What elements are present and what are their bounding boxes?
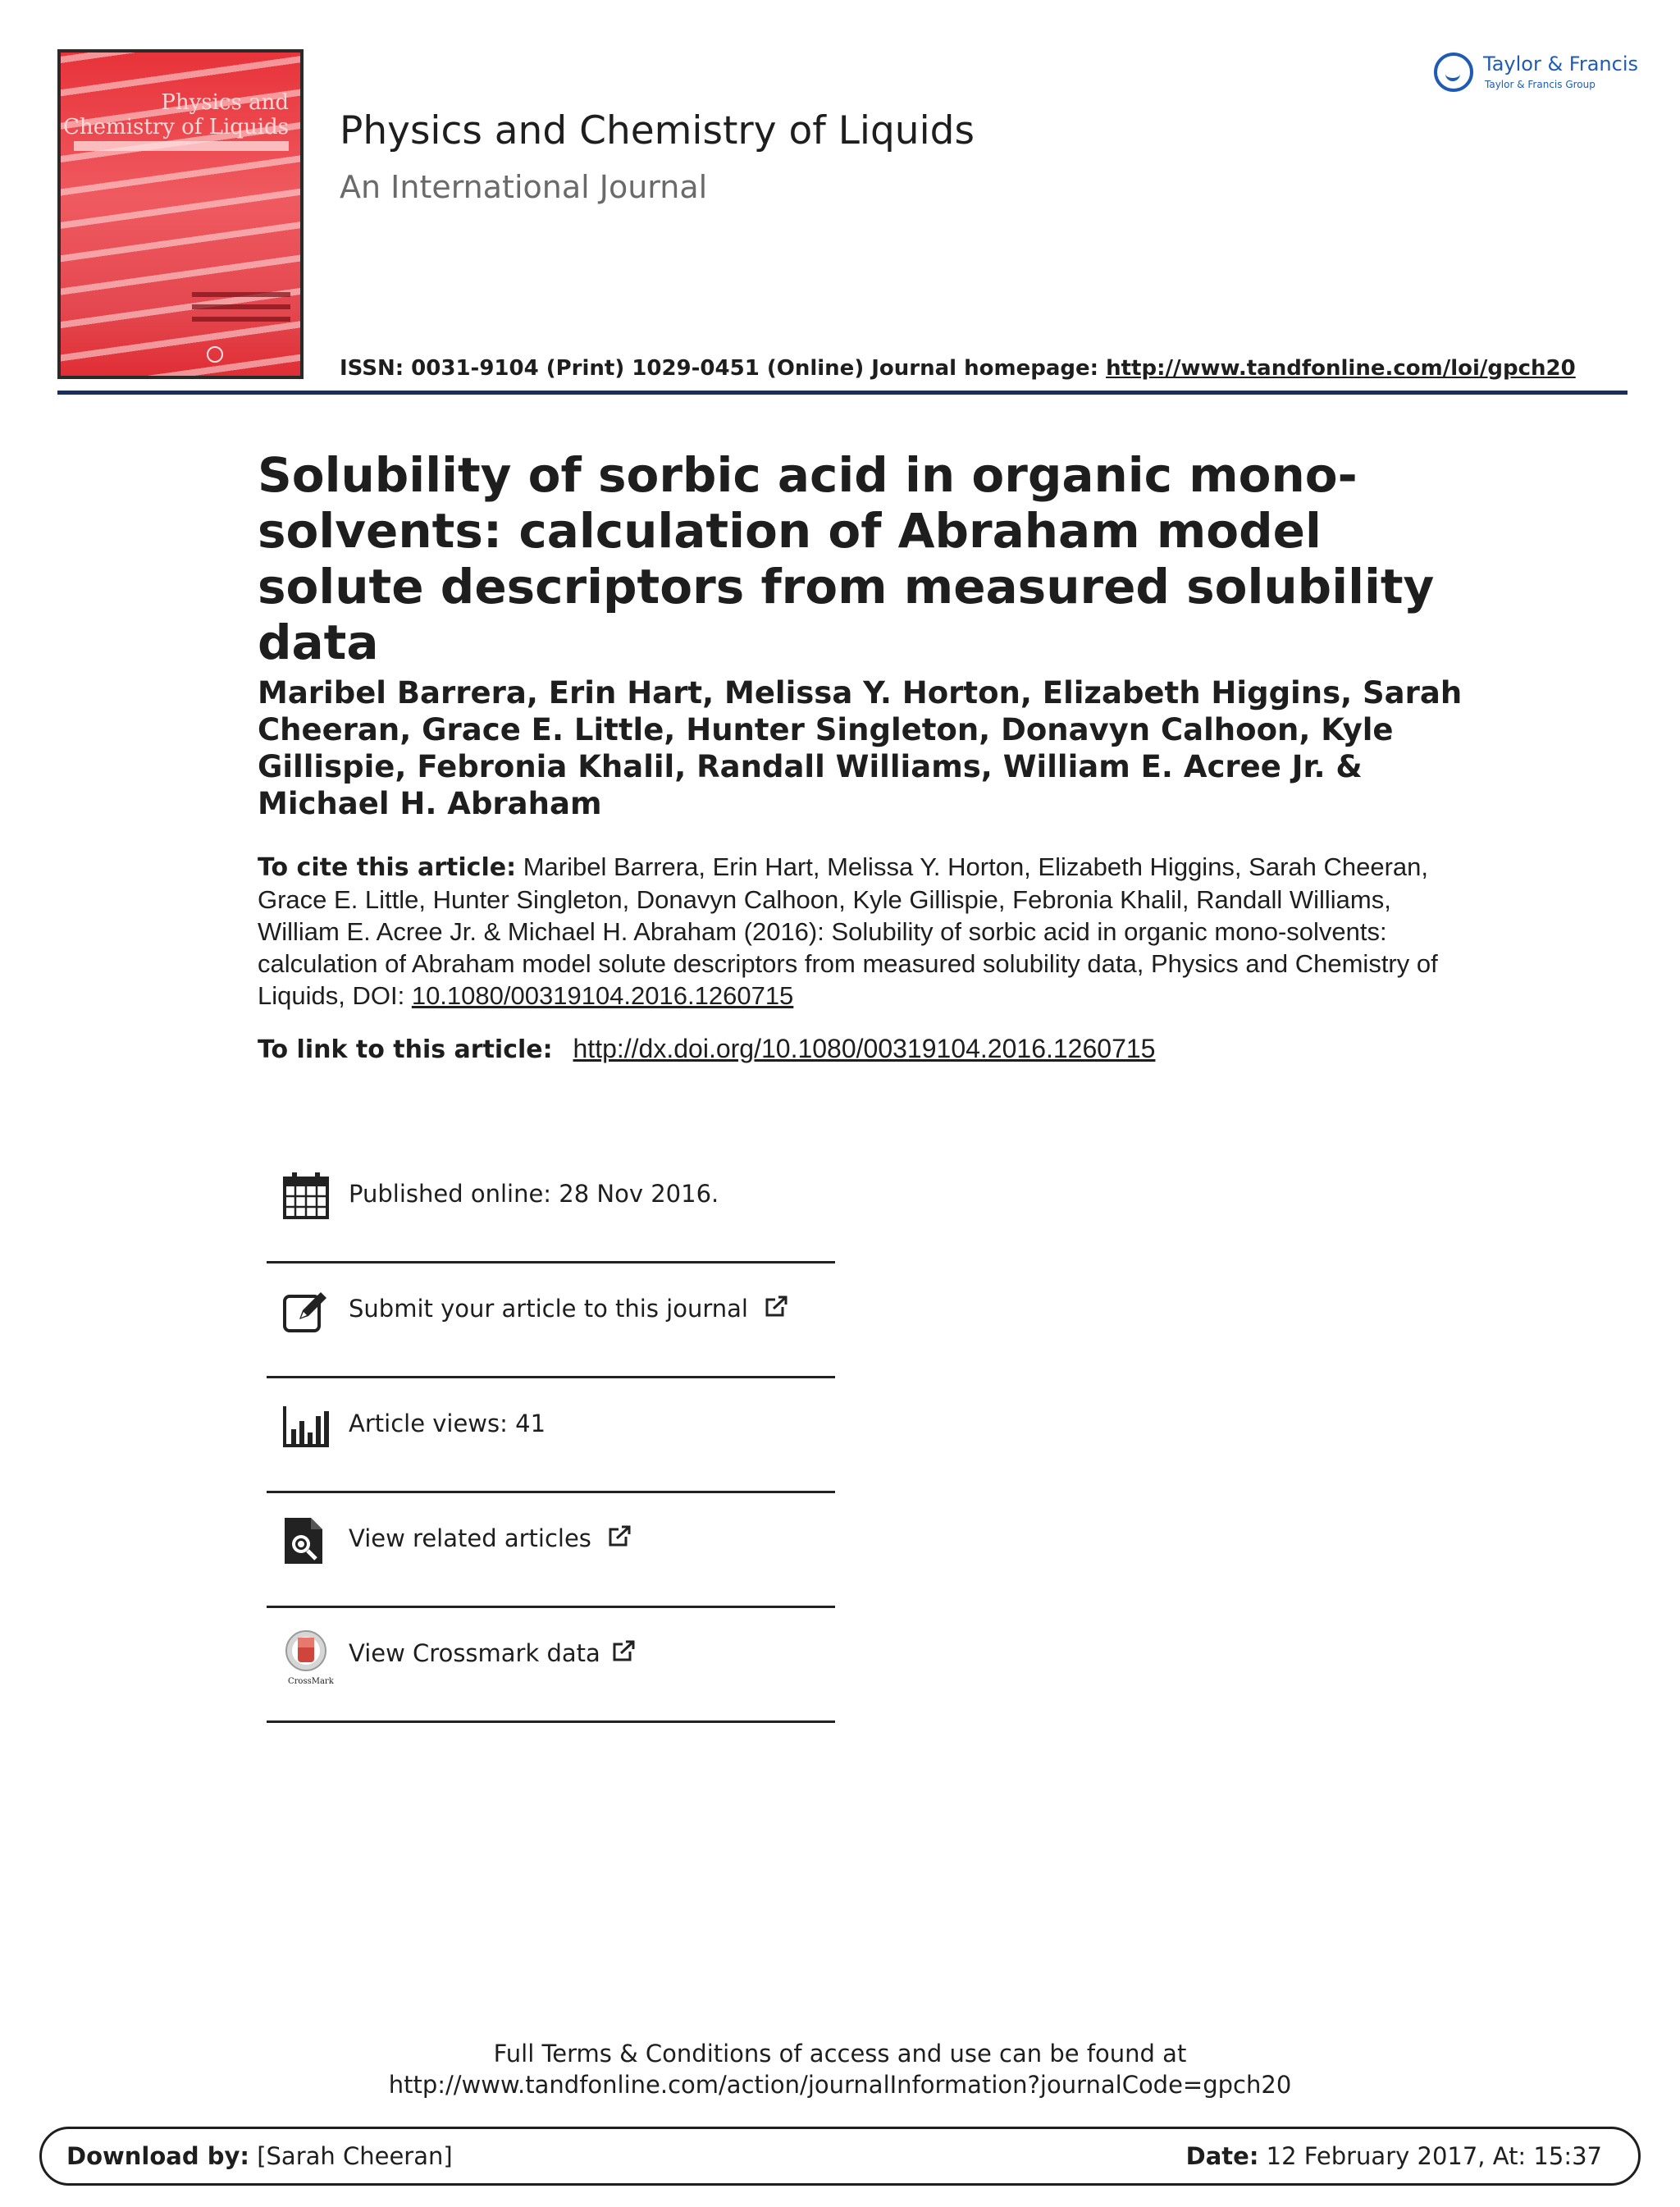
external-link-icon (611, 1640, 636, 1661)
terms-notice (0, 2038, 1680, 2100)
article-authors: Maribel Barrera, Erin Hart, Melissa Y. Horton, Elizabeth Higgins, Sarah Cheeran, Grace E. Little, Hunter Singleton, Donavyn Calhoon, Kyle Gillispie, Febronia Khalil, Randall Williams, William E. Acree Jr. & Michael H. Abraham (258, 675, 1463, 821)
journal-title: Physics and Chemistry of Liquids (340, 108, 975, 153)
info-related[interactable] (267, 1493, 835, 1608)
cover-subtitle-band (74, 141, 289, 151)
crossmark-link-label: View Crossmark data (349, 1639, 600, 1667)
crossmark-label: CrossMark (288, 1677, 334, 1686)
citation-label: To cite this article: (258, 853, 517, 882)
info-published (267, 1149, 835, 1263)
publisher-group: Taylor & Francis Group (1485, 79, 1596, 90)
crossmark-link[interactable] (349, 1639, 636, 1667)
cover-title-line1: Physics and (161, 90, 289, 115)
edit-icon (281, 1285, 331, 1337)
download-date-value: 12 February 2017, At: 15:37 (1266, 2142, 1602, 2170)
journal-homepage-link[interactable]: http://www.tandfonline.com/loi/gpch20 (1106, 356, 1576, 381)
submit-article-link[interactable] (349, 1295, 788, 1323)
bar-chart-icon (281, 1400, 331, 1452)
download-date (1186, 2142, 1602, 2170)
article-link-url[interactable]: http://dx.doi.org/10.1080/00319104.2016.1260715 (573, 1034, 1156, 1063)
crossmark-badge (281, 1629, 334, 1686)
cover-title (63, 90, 289, 139)
cover-publisher-icon (207, 346, 223, 363)
cover-title-line2: Chemistry of Liquids (63, 115, 289, 139)
publisher-logo-icon (1434, 53, 1473, 92)
download-info-bar (39, 2127, 1641, 2186)
download-date-label: Date: (1185, 2142, 1259, 2170)
published-date: Published online: 28 Nov 2016. (349, 1180, 719, 1208)
calendar-icon (281, 1170, 331, 1222)
publisher-name: Taylor & Francis (1483, 53, 1638, 75)
related-articles-link[interactable] (349, 1524, 632, 1552)
crossmark-icon (281, 1629, 331, 1682)
download-by-value: [Sarah Cheeran] (257, 2142, 453, 2170)
journal-subtitle: An International Journal (340, 169, 708, 205)
download-by-label: Download by: (66, 2142, 249, 2170)
header-divider (57, 391, 1628, 395)
article-views: Article views: 41 (349, 1410, 546, 1437)
external-link-icon (607, 1525, 632, 1547)
document-search-icon (281, 1515, 331, 1567)
download-by (66, 2142, 453, 2170)
journal-cover-image (57, 49, 304, 379)
issn-line (340, 356, 1576, 381)
doi-link[interactable]: 10.1080/00319104.2016.1260715 (411, 981, 794, 1010)
publisher-logo[interactable] (1434, 51, 1638, 97)
issn-text: ISSN: 0031-9104 (Print) 1029-0451 (Online) Journal homepage: (340, 356, 1099, 381)
info-crossmark[interactable] (267, 1608, 835, 1723)
cover-editors (192, 292, 290, 329)
info-views (267, 1378, 835, 1493)
citation-text: Maribel Barrera, Erin Hart, Melissa Y. Horton, Elizabeth Higgins, Sarah Cheeran, Grace E. Little, Hunter Singleton, Donavyn Calhoon, Kyle Gillispie, Febronia Khalil, Randall Williams, William E. Acree Jr. & Michael H. Abraham (2016): Solubility of sorbic acid in organic mono-solvents: calculation of Abraham model solute descriptors from measured solubility data, Physics and Chemistry of Liquids, DOI: (258, 852, 1438, 1010)
related-articles-label: View related articles (349, 1524, 591, 1552)
terms-line1: Full Terms & Conditions of access and use can be found at (493, 2040, 1187, 2068)
submit-article-label: Submit your article to this journal (349, 1295, 748, 1323)
article-link (258, 1034, 1155, 1064)
terms-url[interactable]: http://www.tandfonline.com/action/journalInformation?journalCode=gpch20 (388, 2071, 1292, 2099)
article-title: Solubility of sorbic acid in organic mono-solvents: calculation of Abraham model solute descriptors from measured solubility data (258, 447, 1435, 670)
article-info-list (267, 1149, 835, 1723)
article-link-label: To link to this article: (258, 1035, 553, 1064)
external-link-icon (764, 1295, 788, 1317)
citation (258, 851, 1439, 1012)
info-submit[interactable] (267, 1263, 835, 1378)
